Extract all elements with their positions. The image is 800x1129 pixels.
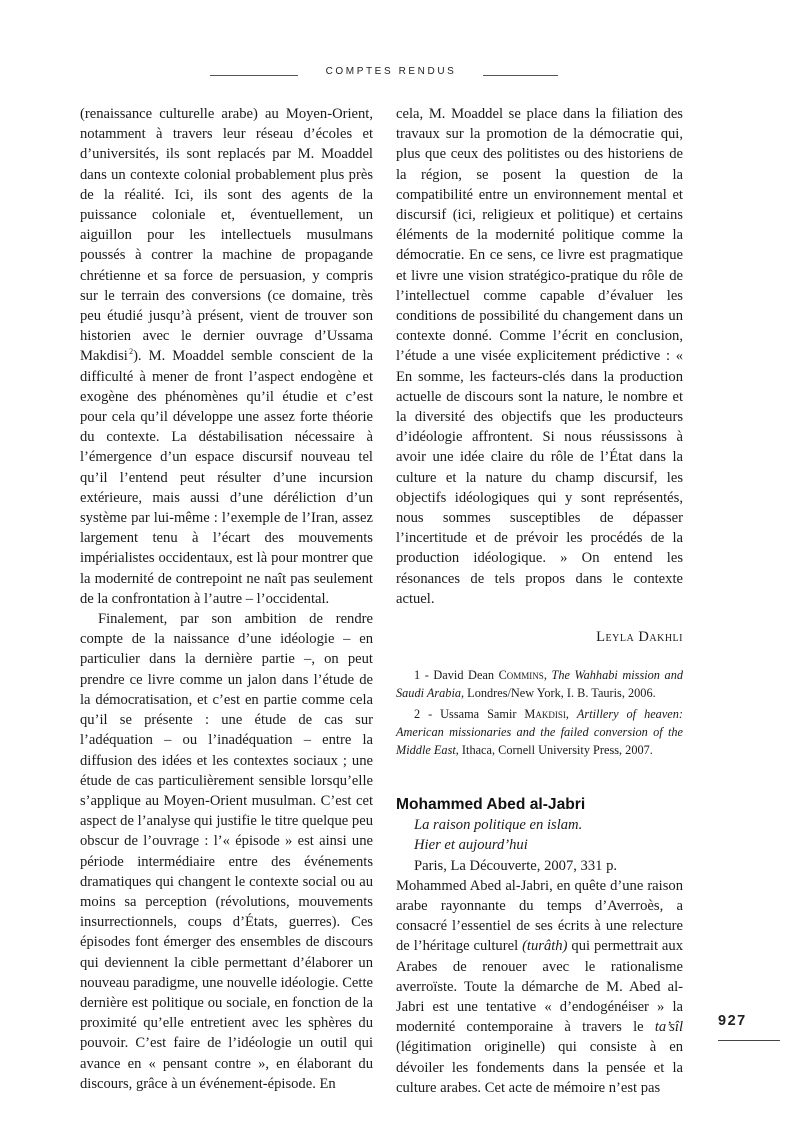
review-meta (396, 815, 683, 876)
review-body (396, 876, 683, 1098)
header-rule-right (483, 75, 558, 76)
section-title: COMPTES RENDUS (325, 66, 457, 77)
footnote-ref-2[interactable]: 2 (129, 347, 134, 357)
left-paragraph-2: Finalement, par son ambition de rendre compte de la naissance d’une idéologie – en particulier dans la dernière partie –, on peut prendre ce livre comme un jalon dans l’étude de la démocratisation, et c’est en partie comme cela qu’il se présente : une étude de cas sur l’adéquation – ou l’inadéquation – entre la diffusion des idées et les contextes sociaux ; une étude de cas particulièrement sensible lorsqu’elle s’applique au Moyen-Orient musulman. C’est cet aspect de l’analyse qui justifie le titre quelque peu obscur de l’ouvrage : l’« épisode » est ainsi une période intermédiaire entre des événements dramatiques qui changent le contexte social ou au moins sa perception (révolutions, mouvements insurrectionnels, coups d’États, guerres). Ces épisodes font émerger des ensembles de discours qui deviennent la cible permettant d’élaborer un nouveau paradigme, une nouvelle idéologie. Cette dernière est politique ou sociale, en fonction de la proximité qu’elle entretient avec les sphères du pouvoir. C’est faire de l’idéologie un outil qui avance en « pensant contre », en élaborant du discours, grâce à un événement-épisode. En (80, 611, 373, 1092)
review-body-part-2: qui permettrait aux Arabes de renouer avec le rationalisme averroïste. Toute la démarche de M. Abed al-Jabri est une tentative « d’endogénéiser » la modernité contemporaine à travers le (396, 938, 684, 1036)
review-author: Mohammed Abed al-Jabri (396, 796, 586, 814)
review-body-turath: (turâth) (522, 938, 568, 955)
footnote-1-title: The Wahhabi mission and Saudi Arabia (396, 668, 683, 700)
left-paragraph-1 (80, 104, 373, 609)
review-publication: Paris, La Découverte, 2007, 331 p. (414, 857, 618, 874)
left-paragraph-1-end: ). M. Moaddel semble conscient de la difficulté à mener de front l’aspect endogène et exogène des phénomènes qu’il étudie et c’est pour cela qu’il développe une assez forte théorie du contexte. La déstabilisation nécessaire à l’émergence d’un espace discursif nouveau tel qu’il l’entend peut résulter d’une incursion extérieure, mais aussi d’une déréliction d’un système par lui-même : l’exemple de l’Iran, assez largement tenu à l’écart des mouvements impérialistes occidentaux, est là pour montrer que la modernité de contrepoint ne naît pas seulement de la confrontation à l’autre – l’occidental. (80, 348, 373, 607)
header-rule-left (210, 75, 298, 76)
right-column (396, 104, 683, 1098)
left-column (80, 104, 373, 1094)
footnote-1: 1 - David Dean Commins, The Wahhabi mission and Saudi Arabia, Londres/New York, I. B. Tauris, 2006. (396, 668, 683, 700)
page-number-rule (718, 1040, 780, 1041)
running-header (0, 66, 800, 86)
page-number: 927 (718, 1013, 747, 1029)
footnotes (396, 667, 683, 759)
review-header (396, 795, 683, 876)
review-title-line-2: Hier et aujourd’hui (414, 837, 528, 854)
review-signature: Leyla Dakhli (596, 629, 683, 646)
right-paragraph-1: cela, M. Moaddel se place dans la filiation des travaux sur la promotion de la démocratie qui, plus que ceux des politistes ou des historiens de la région, se posent la question de la compatibilité entre un environnement mental et discursif (ici, religieux et politique) et certains éléments de la modernité politique comme la démocratie. En ce sens, ce livre est pragmatique et livre une vision stratégico-pratique du rôle de l’intellectuel comme capable d’évaluer les conditions de possibilité du changement dans un contexte donné. Comme l’écrit en conclusion, l’étude a une visée explicitement prédictive : « En somme, les facteurs-clés dans la production actuelle de discours sont la nature, le nombre et la diversité des objectifs que les producteurs d’idéologie affrontent. Si nous réussissons à avoir une idée claire du rôle de l’État dans la culture et la nature du champ discursif, les objectifs idéologiques qui y sont représentés, nous sommes susceptibles de dépasser l’incertitude et de prévoir les procédés de la production idéologique. » On entend les résonances de tels propos dans le contexte actuel. (396, 106, 683, 607)
review-title-line-1: La raison politique en islam. (414, 817, 583, 834)
left-paragraph-1-text: (renaissance culturelle arabe) au Moyen-Orient, notamment à travers leur réseau d’écoles et d’universités, ils sont replacés par M. Moaddel dans un contexte colonial probablement plus près de la réalité. Ici, ils sont des agents de la puissance coloniale et, éventuellement, un aiguillon pour les intellectuels musulmans poussés à contrer la machine de propagande chrétienne et sa force de persuasion, y compris sur le terrain des conversions (ce domaine, très peu étudié jusqu’à présent, vient de trouver son historien avec le dernier ouvrage d’Ussama Makdisi (80, 106, 373, 365)
review-body-part-1: Mohammed Abed al-Jabri, en quête d’une raison arabe rayonnante du temps d’Averroès, a consacré l’essentiel de ses écrits à une relecture de l’héritage culturel (396, 877, 683, 955)
footnote-2: 2 - Ussama Samir Makdisi, Artillery of heaven: American missionaries and the failed conversion of the Middle East, Ithaca, Cornell University Press, 2007. (396, 707, 683, 757)
footnote-1-prefix: 1 - David Dean (414, 668, 499, 683)
footnote-2-title: Artillery of heaven: American missionaries and the failed conversion of the Middle East (396, 707, 683, 757)
footnote-2-prefix: 2 - Ussama Samir (414, 707, 525, 722)
footnote-1-author: Commins (498, 668, 544, 683)
footnote-2-author: Makdisi (524, 707, 566, 722)
review-body-part-3: (légitimation originelle) qui consiste à en dévoiler les fondements dans la pensée et la culture arabes. Cet acte de mémoire n’est pas (396, 1039, 683, 1096)
review-body-tasil: ta’sîl (654, 1019, 683, 1036)
footnote-1-rest: , Londres/New York, I. B. Tauris, 2006. (461, 685, 656, 700)
footnote-2-rest: , Ithaca, Cornell University Press, 2007. (455, 742, 653, 757)
